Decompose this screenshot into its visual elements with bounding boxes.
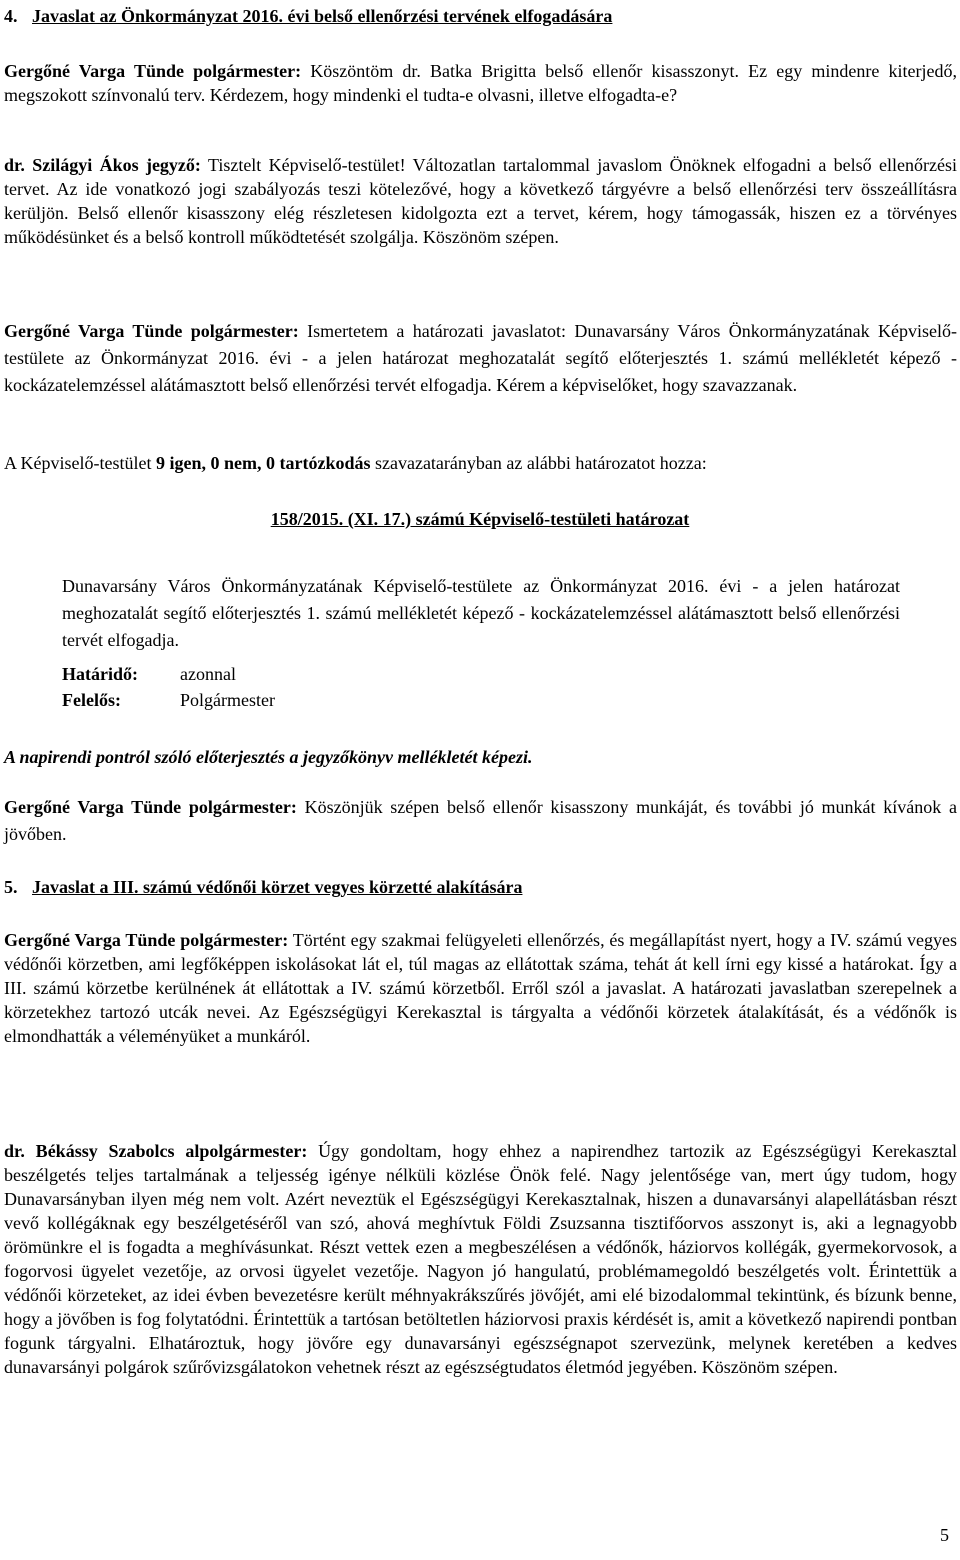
paragraph-text: Úgy gondoltam, hogy ehhez a napirendhez tartozik az Egészségügyi Kerekasztal beszélgetés teljes tartalmának a teljesség igénye nélküli közlése Önök felé. Nagy jelentősége van, mert úgy tudom, hogy Dunavarsányban ilyen még nem volt. Azért neveztük el Egészségügyi Kerekasztalnak, hiszen a dunavarsányi alapellátásban részt vevő kollégáknak egy beszélgetéséről van szó, ahová meghívtuk Földi Zsuzsanna tisztifőorvos asszonyt is, aki a legnagyobb örömünkre el is fogadta a meghívásunkat. Részt vettek ezen a megbeszélésen a védőnők, háziorvos kollégák, gyermekorvosok, a fogorvosi ügyelet vezetője, az orvosi ügyelet vezetője. Nagyon jó hangulatú, problémamegoldó beszélgetés volt. Érintettük a védőnői körzeteket, az idei évben bevezetésre került méhnyakrákszűrés jövőjét, ami elé bizodalommal tekintünk, és bízunk benne, hogy a jövőben is fog folytatódni. Érintettük a tartósan betöltetlen háziorvosi praxis kérdését is, amit a következő napirendi pontban fogunk tárgyalni. Elhatároztuk, hogy jövőre egy dunavarsányi egészségnapot szervezünk, melynek keretében a kedves dunavarsányi polgárok szűrővizsgálatokon vehetnek részt az egészségtudatos életmód jegyében. Köszönöm szépen. xyxy=(4,1141,957,1377)
paragraph-deputy-mayor xyxy=(4,1139,957,1379)
paragraph-text: Belső ellenőr kisasszony elég részletesen kidolgozta ezt a tervet, kérem, hogy támogassák, hiszen ez a törvényes működésünket és a belső kontroll működtetését szolgálja. Köszönöm szépen. xyxy=(4,203,957,247)
vote-result xyxy=(4,451,957,475)
vote-text-after: szavazatarányban az alábbi határozatot hozza: xyxy=(370,453,707,473)
resolution-text: Dunavarsány Város Önkormányzatának Képviselő-testülete az Önkormányzat 2016. évi - a jelen határozat meghozatalát segítő előterjesztés 1. számú mellékletét képező - kockázatelemzéssel alátámasztott belső ellenőrzési tervét elfogadja. xyxy=(62,576,900,650)
speaker-label: dr. Szilágyi Ákos jegyző: xyxy=(4,155,201,175)
paragraph-text: Történt egy szakmai felügyeleti ellenőrzés, és megállapítást nyert, hogy a IV. számú vegyes védőnői körzetben, ami legfőképpen iskolásokat lát el, túl magas az ellátottak száma, tehát át kell írni egy kissé a határokat. Így a III. számú körzetbe kerülnének át ellátottak a IV. számú körzetből. Erről szól a javaslat. A határozati javaslatban szerepelnek a körzetekhez tartozó utcák nevei. Az Egészségügyi Kerekasztal is tárgyalta a védőnői körzetek átalakítását, és a védőnők is elmondhatták a véleményüket a munkáról. xyxy=(4,930,957,1046)
deadline-label: Határidő: xyxy=(62,664,138,684)
section-5-number: 5. xyxy=(4,877,18,897)
section-5-heading xyxy=(4,875,522,899)
deadline-value: azonnal xyxy=(180,664,236,684)
speaker-label: Gergőné Varga Tünde polgármester: xyxy=(4,797,297,817)
resolution-responsible xyxy=(62,687,275,713)
attachment-note: A napirendi pontról szóló előterjesztés a jegyzőkönyv mellékletét képezi. xyxy=(4,747,533,767)
speaker-label: dr. Békássy Szabolcs alpolgármester: xyxy=(4,1141,308,1161)
section-4-number: 4. xyxy=(4,6,18,26)
paragraph-text: Tisztelt Képviselő-testület! Változatlan tartalommal javaslom Önöknek elfogadni a belső ellenőrzési tervet. Az ide vonatkozó jogi szabályozás teszi kötelezővé, hogy a következő tárgyévre a belső ellenőrzési terv összeállításra kerüljön. xyxy=(4,155,957,223)
paragraph-mayor-proposal xyxy=(4,318,957,399)
responsible-value: Polgármester xyxy=(180,690,275,710)
speaker-label: Gergőné Varga Tünde polgármester: xyxy=(4,321,299,341)
paragraph-notary xyxy=(4,153,957,249)
page-number: 5 xyxy=(940,1525,949,1545)
resolution-deadline xyxy=(62,661,236,687)
speaker-label: Gergőné Varga Tünde polgármester: xyxy=(4,930,289,950)
section-4-title: Javaslat az Önkormányzat 2016. évi belső ellenőrzési tervének elfogadására xyxy=(32,6,613,26)
paragraph-text: Köszönjük szépen belső ellenőr kisasszony munkáját, és további jó munkát kívánok a jövőben. xyxy=(4,797,957,844)
paragraph-text: Ismertetem a határozati javaslatot: Dunavarsány Város Önkormányzatának Képviselő-testülete az Önkormányzat 2016. évi - a jelen határozat meghozatalát segítő előterjesztés 1. számú mellékletét képező - kockázatelemzéssel alátámasztott belső ellenőrzési tervét elfogadja. Kérem a képviselőket, hogy szavazzanak. xyxy=(4,321,957,395)
paragraph-mayor-districts xyxy=(4,928,957,1048)
responsible-label: Felelős: xyxy=(62,690,121,710)
paragraph-text: Köszöntöm dr. Batka Brigitta belső ellenőr kisasszonyt. Ez egy mindenre kiterjedő, megszokott színvonalú terv. Kérdezem, hogy mindenki el tudta-e olvasni, illetve elfogadta-e? xyxy=(4,61,957,105)
resolution-title: 158/2015. (XI. 17.) számú Képviselő-testületi határozat xyxy=(270,509,690,529)
paragraph-mayor-greeting xyxy=(4,59,957,107)
section-5-title: Javaslat a III. számú védőnői körzet vegyes körzetté alakítására xyxy=(32,877,523,897)
vote-count: 9 igen, 0 nem, 0 tartózkodás xyxy=(155,453,371,473)
paragraph-mayor-thanks xyxy=(4,794,957,848)
speaker-label: Gergőné Varga Tünde polgármester: xyxy=(4,61,302,81)
section-4-heading xyxy=(4,4,612,28)
vote-text-before: A Képviselő-testület xyxy=(4,453,156,473)
